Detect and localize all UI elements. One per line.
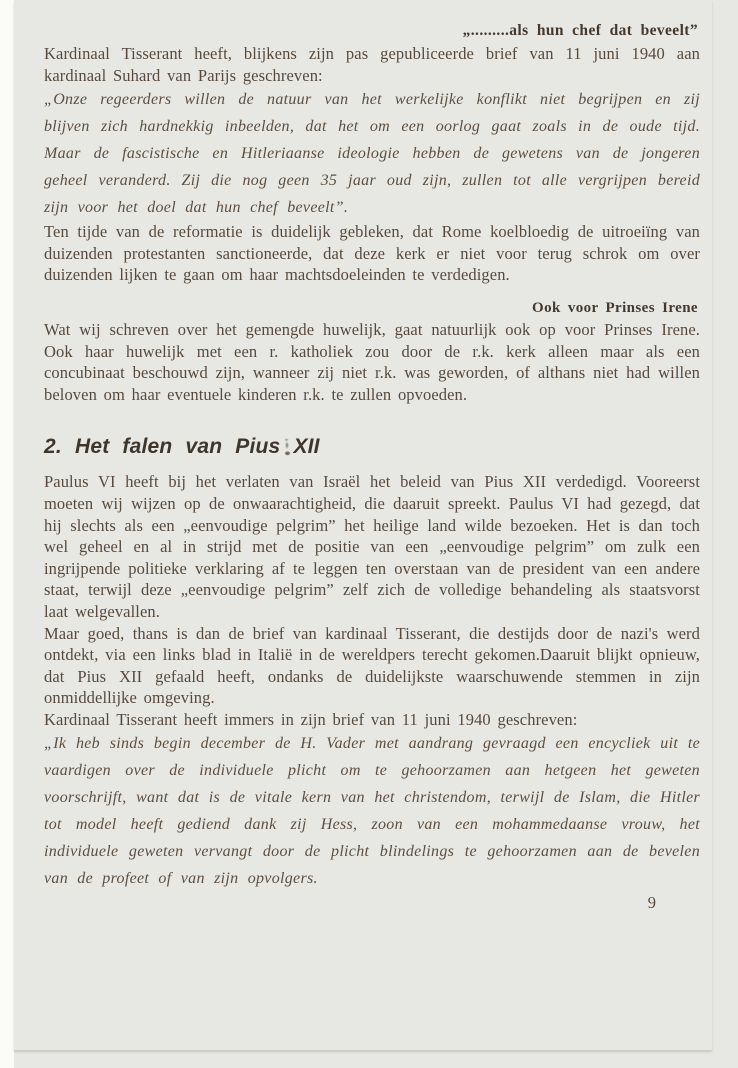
blockquote-tisserant-letter-1: „Onze regeerders willen de natuur van het werkelijke konflikt niet begrijpen en zij blijven zich hardnekkig inbeelden, dat het om een oorlog gaat zoals in de oude tijd. Maar de fascistische en Hitleriaanse ideologie hebben de gewetens van de jongeren geheel veranderd. Zij die nog geen 35 jaar oud zijn, zullen tot alle vergrijpen bereid zijn voor het doel dat hun chef beveelt”. <box>44 91 700 217</box>
page-number: 9 <box>647 893 656 913</box>
section-heading-text-left: 2. Het falen van Pius <box>44 435 281 459</box>
paragraph-paulus-vi: Paulus VI heeft bij het verlaten van Israël het beleid van Pius XII verdedigd. Vooreerst moeten wij wijzen op de onwaarachtigheid, die daaruit spreekt. Paulus VI had gezegd, dat hij slechts als een „eenvoudige pelgrim” het heilige land wilde bezoeken. Het is dan toch wel geheel en al in strijd met de positie van een „eenvoudige pelgrim” om zulk een ingrijpende politieke verklaring af te leggen ten overstaan van de president van een andere staat, terwijl deze „eenvoudige pelgrim” zelf zich de volledige behandeling als staatsvorst laat welgevallen. <box>44 472 700 621</box>
blockquote-tisserant-letter-2: „Ik heb sinds begin december de H. Vader met aandrang gevraagd een encycliek uit te vaardigen over de individuele plicht om te gehoorzamen aan hetgeen het geweten voorschrijft, want dat is de vitale kern van het christendom, terwijl de Islam, die Hitler tot model heeft gediend dank zij Hess, zoon van een mohammedaanse vrouw, het individuele geweten vervangt door de plicht blindelings te gehoorzamen aan de bevelen van de profeet of van zijn opvolgers. <box>44 735 700 888</box>
page-content <box>14 0 712 913</box>
paragraph-reformatie: Ten tijde van de reformatie is duidelijk gebleken, dat Rome koelbloedig de uitroeiïng van duizenden protestanten sanctioneerde, dat deze kerk er niet voor terug schrok om over duizenden lijken te gaan om haar machtsdoeleinden te verdedigen. <box>44 222 700 285</box>
running-quote-header: „.........als hun chef dat beveelt” <box>462 22 698 39</box>
section-heading-het-falen-van-pius-xii <box>44 435 700 459</box>
book-page <box>14 0 712 1050</box>
paragraph-tisserant-intro: Kardinaal Tisserant heeft, blijkens zijn pas gepubliceerde brief van 11 juni 1940 aan kardinaal Suhard van Parijs geschreven: <box>44 44 700 85</box>
scan-gutter-strip <box>0 0 14 1068</box>
section-heading-text-right: XII <box>293 435 320 459</box>
paragraph-maar-goed: Maar goed, thans is dan de brief van kardinaal Tisserant, die destijds door de nazi's werd ontdekt, via een links blad in Italië in de wereldpers terecht gekomen.Daaruit blijkt opnieuw, dat Pius XII gefaald heeft, ondanks de duidelijkste waarschuwende stemmen in zijn onmiddellijke omgeving. <box>44 623 700 708</box>
subheading-prinses-irene: Ook voor Prinses Irene <box>532 299 698 316</box>
ink-smudge-mark <box>282 438 292 456</box>
paragraph-tisserant-brief-intro: Kardinaal Tisserant heeft immers in zijn brief van 11 juni 1940 geschreven: <box>44 709 578 729</box>
paragraph-prinses-irene: Wat wij schreven over het gemengde huwelijk, gaat natuurlijk ook op voor Prinses Irene. Ook haar huwelijk met een r. katholiek zou door de r.k. kerk alleen maar als een concubinaat beschouwd zijn, wanneer zij niet r.k. was geworden, of althans niet had willen beloven om haar eventuele kinderen r.k. te zullen opvoeden. <box>44 319 700 404</box>
